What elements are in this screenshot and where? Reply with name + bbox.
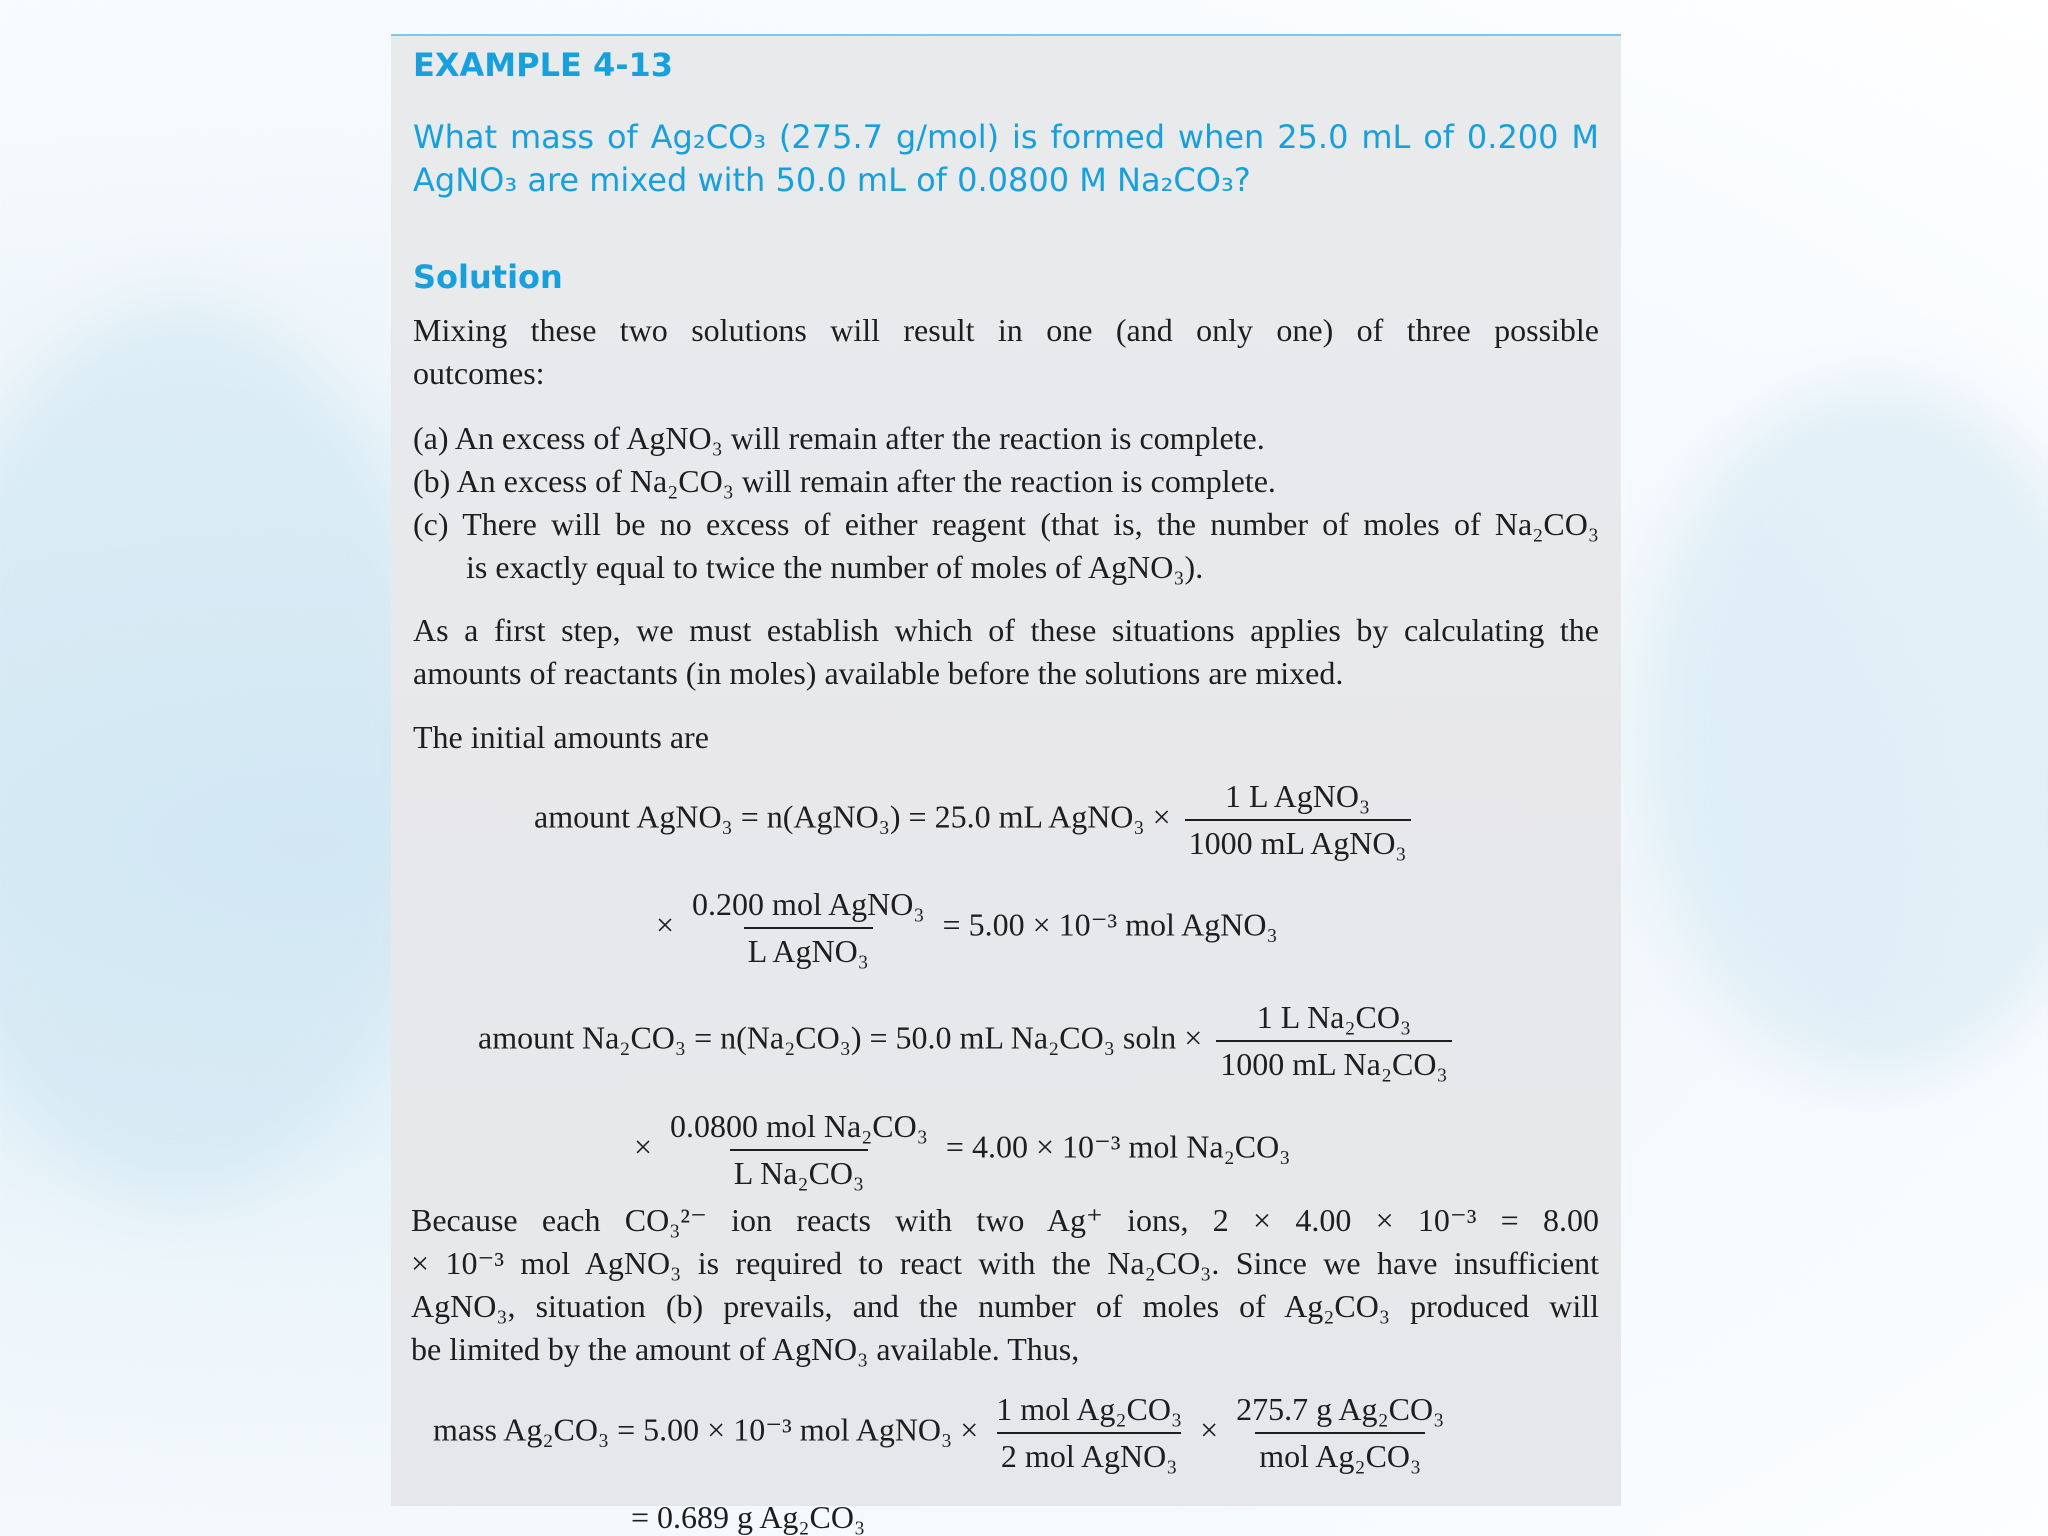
eq2-lhs: amount Na₂CO₃ = n(Na₂CO₃) = 50.0 mL Na₂CO₃ soln ×: [478, 1019, 1203, 1056]
eq2b-result: = 4.00 × 10⁻³ mol Na₂CO₃: [945, 1128, 1291, 1165]
eq1b-fraction: [688, 886, 929, 970]
eq1-fraction: [1185, 778, 1411, 862]
eq1b-result: = 5.00 × 10⁻³ mol AgNO₃: [942, 906, 1278, 943]
list-item-c-cont: is exactly equal to twice the number of moles of AgNO₃).: [466, 549, 1204, 585]
intro-line-2: outcomes:: [413, 355, 545, 391]
eq1-fraction-numerator: 1 L AgNO₃: [1225, 778, 1371, 814]
solution-heading: Solution: [413, 258, 563, 296]
eq3-fraction-1: [992, 1391, 1186, 1475]
equation-na2co3: [478, 999, 1458, 1083]
question-line-2: AgNO₃ are mixed with 50.0 mL of 0.0800 M Na₂CO₃?: [413, 161, 1251, 199]
times-sign: ×: [1200, 1411, 1219, 1448]
eq3-fraction-2-numerator: 275.7 g Ag₂CO₃: [1236, 1391, 1445, 1427]
eq1-lhs: amount AgNO₃ = n(AgNO₃) = 25.0 mL AgNO₃ ×: [534, 798, 1171, 835]
question-line-1: What mass of Ag₂CO₃ (275.7 g/mol) is formed when 25.0 mL of 0.200 M: [413, 118, 1599, 156]
example-title: EXAMPLE 4-13: [413, 46, 674, 84]
times-sign: ×: [656, 906, 675, 943]
first-step-paragraph: [413, 609, 1599, 695]
eq1b-fraction-denominator: L AgNO₃: [744, 927, 873, 970]
example-question: [413, 116, 1599, 202]
intro-line-1: Mixing these two solutions will result in one (and only one) of three possible: [413, 312, 1599, 348]
eq1-fraction-denominator: 1000 mL AgNO₃: [1185, 819, 1411, 862]
solution-intro: [413, 309, 1599, 395]
eq2b-fraction: [666, 1108, 932, 1192]
times-sign: ×: [634, 1128, 653, 1165]
equation-na2co3-continued: [634, 1108, 1290, 1192]
eq1b-fraction-numerator: 0.200 mol AgNO₃: [692, 886, 925, 922]
because-line-3: AgNO₃, situation (b) prevails, and the number of moles of Ag₂CO₃ produced will: [411, 1288, 1599, 1324]
initial-amounts-label: The initial amounts are: [413, 719, 709, 755]
because-line-4: be limited by the amount of AgNO₃ available. Thus,: [411, 1331, 1080, 1367]
list-item-c: (c) There will be no excess of either reagent (that is, the number of moles of Na₂CO₃: [413, 506, 1599, 542]
because-line-1: Because each CO₃²⁻ ion reacts with two Ag⁺ ions, 2 × 4.00 × 10⁻³ = 8.00: [411, 1202, 1599, 1238]
step-line-1: As a first step, we must establish which of these situations applies by calculating the: [413, 612, 1599, 648]
final-result: = 0.689 g Ag₂CO₃: [631, 1499, 866, 1535]
eq3-fraction-2: [1232, 1391, 1448, 1475]
list-item-a: (a) An excess of AgNO₃ will remain after the reaction is complete.: [413, 420, 1265, 456]
eq2-fraction: [1216, 999, 1451, 1083]
because-line-2: × 10⁻³ mol AgNO₃ is required to react with the Na₂CO₃. Since we have insufficient: [411, 1245, 1599, 1281]
eq3-fraction-2-denominator: mol Ag₂CO₃: [1255, 1432, 1425, 1475]
eq2-fraction-numerator: 1 L Na₂CO₃: [1256, 999, 1412, 1035]
equation-agno3: [534, 778, 1417, 862]
equation-agno3-continued: [656, 886, 1278, 970]
eq2b-fraction-denominator: L Na₂CO₃: [730, 1149, 868, 1192]
eq3-fraction-1-numerator: 1 mol Ag₂CO₃: [996, 1391, 1183, 1427]
list-item-b: (b) An excess of Na₂CO₃ will remain after the reaction is complete.: [413, 463, 1276, 499]
background-blob: [0, 300, 440, 1200]
eq2b-fraction-numerator: 0.0800 mol Na₂CO₃: [670, 1108, 928, 1144]
step-line-2: amounts of reactants (in moles) available before the solutions are mixed.: [413, 655, 1344, 691]
outcome-list: [413, 417, 1599, 589]
textbook-page: [391, 34, 1621, 1535]
background-blob: [1640, 380, 2048, 1080]
eq3-lhs: mass Ag₂CO₃ = 5.00 × 10⁻³ mol AgNO₃ ×: [433, 1411, 979, 1448]
because-paragraph: [411, 1199, 1599, 1371]
eq2-fraction-denominator: 1000 mL Na₂CO₃: [1216, 1040, 1451, 1083]
equation-mass-ag2co3: [433, 1391, 1454, 1475]
eq3-fraction-1-denominator: 2 mol AgNO₃: [997, 1432, 1182, 1475]
